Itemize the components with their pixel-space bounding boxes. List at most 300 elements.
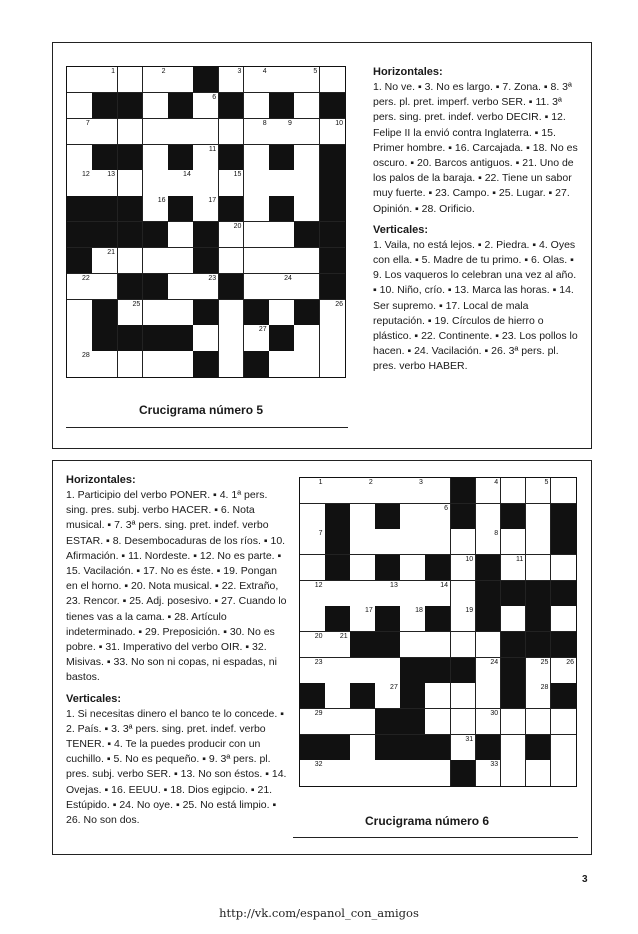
grid-cell[interactable] bbox=[244, 274, 270, 300]
grid-cell[interactable] bbox=[193, 325, 219, 351]
black-square bbox=[92, 196, 118, 222]
clue-number: 29 bbox=[314, 710, 323, 717]
clue-number: 3 bbox=[419, 479, 423, 486]
black-square bbox=[425, 735, 451, 761]
grid-cell[interactable] bbox=[400, 555, 426, 581]
grid-cell[interactable] bbox=[244, 196, 270, 222]
grid-cell[interactable] bbox=[193, 170, 219, 196]
grid-cell[interactable] bbox=[526, 658, 552, 684]
clue-number: 11 bbox=[208, 145, 217, 153]
grid-cell[interactable] bbox=[451, 555, 477, 581]
grid-cell[interactable] bbox=[526, 683, 552, 709]
clue-number: 23 bbox=[314, 658, 323, 666]
clue-number: 18 bbox=[415, 607, 423, 615]
grid-cell[interactable] bbox=[501, 606, 527, 632]
black-square bbox=[325, 504, 351, 530]
grid-cell[interactable] bbox=[168, 300, 194, 326]
black-square bbox=[294, 222, 320, 248]
verticales-heading: Verticales: bbox=[66, 692, 122, 705]
clue-number: 7 bbox=[318, 530, 323, 538]
crossword-6-clues bbox=[66, 473, 288, 834]
grid-cell[interactable] bbox=[244, 170, 270, 196]
grid-cell[interactable] bbox=[244, 119, 270, 145]
grid-cell[interactable] bbox=[269, 170, 295, 196]
grid-cell[interactable] bbox=[168, 170, 194, 196]
grid-cell[interactable] bbox=[400, 504, 426, 530]
grid-cell[interactable] bbox=[476, 683, 502, 709]
clue-number: 33 bbox=[490, 761, 499, 769]
grid-cell[interactable] bbox=[551, 606, 576, 632]
grid-cell[interactable] bbox=[219, 325, 245, 351]
black-square bbox=[193, 222, 219, 248]
grid-cell[interactable] bbox=[294, 67, 320, 93]
grid-cell[interactable] bbox=[451, 709, 477, 735]
black-square bbox=[425, 658, 451, 684]
grid-cell[interactable] bbox=[320, 351, 345, 377]
black-square bbox=[476, 606, 502, 632]
grid-cell[interactable] bbox=[350, 555, 376, 581]
grid-cell[interactable] bbox=[269, 119, 295, 145]
grid-cell[interactable] bbox=[300, 606, 326, 632]
crossword-5-panel bbox=[52, 42, 592, 449]
grid-cell[interactable] bbox=[375, 478, 401, 504]
grid-cell[interactable] bbox=[526, 709, 552, 735]
grid-cell[interactable] bbox=[168, 274, 194, 300]
grid-cell[interactable] bbox=[67, 119, 93, 145]
black-square bbox=[501, 504, 527, 530]
black-square bbox=[294, 300, 320, 326]
grid-cell[interactable] bbox=[168, 351, 194, 377]
grid-cell[interactable] bbox=[375, 760, 401, 786]
black-square bbox=[451, 504, 477, 530]
grid-cell[interactable] bbox=[451, 735, 477, 761]
grid-cell[interactable] bbox=[118, 170, 144, 196]
black-square bbox=[320, 170, 345, 196]
grid-cell[interactable] bbox=[300, 658, 326, 684]
grid-cell[interactable] bbox=[501, 529, 527, 555]
black-square bbox=[551, 581, 576, 607]
black-square bbox=[269, 93, 295, 119]
grid-cell[interactable] bbox=[375, 658, 401, 684]
clue-number: 12 bbox=[314, 581, 323, 589]
grid-cell[interactable] bbox=[143, 351, 169, 377]
black-square bbox=[92, 300, 118, 326]
verticales-clues: 1. Si necesitas dinero el banco te lo concede. ▪ 2. País. ▪ 3. 3ª pers. sing. pret. indef. verbo TENER. ▪ 4. Te la puedes producir con un cuchillo. ▪ 5. No es pequeño. ▪ 9. 3ª pers. pl. pres. subj. verbo SER. ▪ 13. No son éstos. ▪ 14. Ovejas. ▪ 16. EEUU. ▪ 18. Dios egipcio. ▪ 21. Estúpido. ▪ 24. No oye. ▪ 25. No está limpio. ▪ 26. No son dos. bbox=[66, 707, 287, 827]
grid-cell[interactable] bbox=[375, 581, 401, 607]
grid-cell[interactable] bbox=[143, 196, 169, 222]
grid-cell[interactable] bbox=[294, 325, 320, 351]
grid-cell[interactable] bbox=[300, 529, 326, 555]
grid-cell[interactable] bbox=[269, 351, 295, 377]
black-square bbox=[219, 93, 245, 119]
clue-number: 3 bbox=[237, 68, 242, 75]
grid-cell[interactable] bbox=[67, 325, 93, 351]
black-square bbox=[168, 196, 194, 222]
grid-cell[interactable] bbox=[143, 170, 169, 196]
grid-cell[interactable] bbox=[526, 478, 552, 504]
clue-number: 25 bbox=[540, 658, 549, 666]
grid-cell[interactable] bbox=[400, 760, 426, 786]
crossword-5-title: Crucigrama número 5 bbox=[139, 403, 264, 417]
black-square bbox=[300, 735, 326, 761]
clue-number: 27 bbox=[258, 326, 267, 334]
clue-number: 26 bbox=[566, 658, 574, 666]
black-square bbox=[193, 67, 219, 93]
clue-number: 13 bbox=[107, 171, 116, 179]
clue-number: 25 bbox=[132, 300, 141, 308]
grid-cell[interactable] bbox=[300, 478, 326, 504]
clue-number: 17 bbox=[208, 197, 217, 205]
verticales-heading: Verticales: bbox=[373, 223, 429, 236]
grid-cell[interactable] bbox=[425, 709, 451, 735]
black-square bbox=[476, 555, 502, 581]
clue-number: 15 bbox=[233, 171, 242, 179]
grid-cell[interactable] bbox=[244, 145, 270, 171]
grid-cell[interactable] bbox=[219, 119, 245, 145]
clue-number: 14 bbox=[440, 581, 449, 589]
clue-number: 5 bbox=[544, 479, 549, 486]
grid-cell[interactable] bbox=[350, 709, 376, 735]
black-square bbox=[350, 632, 376, 658]
grid-cell[interactable] bbox=[526, 760, 552, 786]
crossword-5-grid bbox=[66, 66, 346, 378]
black-square bbox=[118, 196, 144, 222]
black-square bbox=[501, 658, 527, 684]
black-square bbox=[551, 529, 576, 555]
clue-number: 20 bbox=[314, 633, 323, 640]
black-square bbox=[219, 196, 245, 222]
grid-cell[interactable] bbox=[400, 632, 426, 658]
grid-cell[interactable] bbox=[92, 119, 118, 145]
clue-number: 8 bbox=[494, 530, 499, 538]
clue-number: 28 bbox=[540, 684, 549, 692]
grid-cell[interactable] bbox=[300, 632, 326, 658]
grid-cell[interactable] bbox=[501, 709, 527, 735]
grid-cell[interactable] bbox=[425, 504, 451, 530]
grid-cell[interactable] bbox=[269, 274, 295, 300]
grid-cell[interactable] bbox=[425, 760, 451, 786]
grid-cell[interactable] bbox=[294, 248, 320, 274]
clue-number: 6 bbox=[212, 93, 217, 101]
grid-cell[interactable] bbox=[219, 300, 245, 326]
black-square bbox=[219, 274, 245, 300]
grid-cell[interactable] bbox=[143, 93, 169, 119]
grid-cell[interactable] bbox=[118, 67, 144, 93]
black-square bbox=[168, 93, 194, 119]
black-square bbox=[143, 222, 169, 248]
grid-cell[interactable] bbox=[193, 196, 219, 222]
grid-cell[interactable] bbox=[526, 555, 552, 581]
black-square bbox=[92, 93, 118, 119]
grid-cell[interactable] bbox=[294, 145, 320, 171]
grid-cell[interactable] bbox=[300, 555, 326, 581]
grid-cell[interactable] bbox=[375, 683, 401, 709]
black-square bbox=[168, 145, 194, 171]
grid-cell[interactable] bbox=[92, 351, 118, 377]
grid-cell[interactable] bbox=[244, 325, 270, 351]
grid-cell[interactable] bbox=[168, 222, 194, 248]
black-square bbox=[451, 658, 477, 684]
grid-cell[interactable] bbox=[325, 709, 351, 735]
grid-cell[interactable] bbox=[294, 170, 320, 196]
grid-cell[interactable] bbox=[350, 735, 376, 761]
clue-number: 11 bbox=[516, 556, 524, 563]
black-square bbox=[325, 529, 351, 555]
grid-cell[interactable] bbox=[320, 325, 345, 351]
page-number: 3 bbox=[582, 874, 588, 885]
black-square bbox=[244, 351, 270, 377]
clue-number: 12 bbox=[81, 171, 90, 179]
grid-cell[interactable] bbox=[67, 274, 93, 300]
footer-url: http://vk.com/espanol_con_amigos bbox=[219, 906, 419, 920]
grid-cell[interactable] bbox=[425, 683, 451, 709]
grid-cell[interactable] bbox=[325, 478, 351, 504]
grid-cell[interactable] bbox=[300, 709, 326, 735]
black-square bbox=[501, 581, 527, 607]
grid-cell[interactable] bbox=[400, 606, 426, 632]
grid-cell[interactable] bbox=[193, 274, 219, 300]
grid-cell[interactable] bbox=[350, 606, 376, 632]
grid-cell[interactable] bbox=[400, 529, 426, 555]
grid-cell[interactable] bbox=[425, 632, 451, 658]
grid-cell[interactable] bbox=[294, 196, 320, 222]
grid-cell[interactable] bbox=[526, 529, 552, 555]
grid-cell[interactable] bbox=[325, 632, 351, 658]
grid-cell[interactable] bbox=[67, 67, 93, 93]
grid-cell[interactable] bbox=[244, 93, 270, 119]
clue-number: 31 bbox=[465, 735, 474, 743]
grid-cell[interactable] bbox=[325, 760, 351, 786]
black-square bbox=[400, 735, 426, 761]
black-square bbox=[193, 351, 219, 377]
black-square bbox=[400, 658, 426, 684]
black-square bbox=[118, 93, 144, 119]
grid-cell[interactable] bbox=[294, 351, 320, 377]
black-square bbox=[425, 555, 451, 581]
clue-number: 14 bbox=[183, 171, 191, 179]
grid-cell[interactable] bbox=[143, 145, 169, 171]
clue-number: 10 bbox=[465, 556, 474, 563]
grid-cell[interactable] bbox=[350, 529, 376, 555]
grid-cell[interactable] bbox=[476, 529, 502, 555]
grid-cell[interactable] bbox=[118, 300, 144, 326]
black-square bbox=[375, 735, 401, 761]
grid-cell[interactable] bbox=[350, 478, 376, 504]
grid-cell[interactable] bbox=[476, 760, 502, 786]
grid-cell[interactable] bbox=[325, 658, 351, 684]
black-square bbox=[193, 248, 219, 274]
grid-cell[interactable] bbox=[325, 581, 351, 607]
grid-cell[interactable] bbox=[269, 222, 295, 248]
black-square bbox=[67, 248, 93, 274]
clue-number: 27 bbox=[390, 684, 398, 692]
grid-cell[interactable] bbox=[300, 581, 326, 607]
grid-cell[interactable] bbox=[451, 683, 477, 709]
black-square bbox=[451, 478, 477, 504]
black-square bbox=[375, 632, 401, 658]
grid-cell[interactable] bbox=[350, 581, 376, 607]
grid-cell[interactable] bbox=[67, 300, 93, 326]
grid-cell[interactable] bbox=[67, 170, 93, 196]
grid-cell[interactable] bbox=[350, 760, 376, 786]
grid-cell[interactable] bbox=[118, 119, 144, 145]
black-square bbox=[168, 325, 194, 351]
grid-cell[interactable] bbox=[551, 555, 576, 581]
black-square bbox=[269, 145, 295, 171]
grid-cell[interactable] bbox=[67, 351, 93, 377]
grid-cell[interactable] bbox=[425, 478, 451, 504]
grid-cell[interactable] bbox=[451, 529, 477, 555]
black-square bbox=[118, 325, 144, 351]
grid-cell[interactable] bbox=[143, 119, 169, 145]
black-square bbox=[375, 504, 401, 530]
black-square bbox=[526, 735, 552, 761]
grid-cell[interactable] bbox=[168, 67, 194, 93]
grid-cell[interactable] bbox=[551, 735, 576, 761]
black-square bbox=[92, 145, 118, 171]
grid-cell[interactable] bbox=[551, 478, 576, 504]
grid-cell[interactable] bbox=[92, 248, 118, 274]
grid-cell[interactable] bbox=[219, 67, 245, 93]
grid-cell[interactable] bbox=[300, 760, 326, 786]
grid-cell[interactable] bbox=[375, 529, 401, 555]
clue-number: 23 bbox=[208, 274, 217, 282]
clue-number: 17 bbox=[364, 607, 373, 615]
black-square bbox=[526, 606, 552, 632]
grid-cell[interactable] bbox=[244, 248, 270, 274]
grid-cell[interactable] bbox=[143, 248, 169, 274]
black-square bbox=[118, 222, 144, 248]
black-square bbox=[67, 222, 93, 248]
grid-cell[interactable] bbox=[551, 760, 576, 786]
black-square bbox=[425, 606, 451, 632]
grid-cell[interactable] bbox=[219, 351, 245, 377]
black-square bbox=[501, 683, 527, 709]
grid-cell[interactable] bbox=[526, 504, 552, 530]
grid-cell[interactable] bbox=[501, 735, 527, 761]
grid-cell[interactable] bbox=[193, 119, 219, 145]
clue-number: 24 bbox=[490, 658, 499, 666]
grid-cell[interactable] bbox=[451, 581, 477, 607]
grid-cell[interactable] bbox=[501, 478, 527, 504]
grid-cell[interactable] bbox=[551, 709, 576, 735]
clue-number: 26 bbox=[335, 300, 343, 308]
grid-cell[interactable] bbox=[168, 119, 194, 145]
grid-cell[interactable] bbox=[168, 248, 194, 274]
black-square bbox=[476, 581, 502, 607]
grid-cell[interactable] bbox=[92, 274, 118, 300]
clue-number: 19 bbox=[465, 607, 474, 615]
grid-cell[interactable] bbox=[269, 67, 295, 93]
black-square bbox=[320, 222, 345, 248]
grid-cell[interactable] bbox=[320, 119, 345, 145]
grid-cell[interactable] bbox=[269, 248, 295, 274]
grid-cell[interactable] bbox=[350, 504, 376, 530]
black-square bbox=[244, 300, 270, 326]
crossword-6-rule bbox=[293, 837, 578, 838]
clue-number: 28 bbox=[81, 352, 90, 360]
black-square bbox=[400, 683, 426, 709]
grid-cell[interactable] bbox=[143, 67, 169, 93]
grid-cell[interactable] bbox=[244, 67, 270, 93]
grid-cell[interactable] bbox=[67, 93, 93, 119]
grid-cell[interactable] bbox=[451, 632, 477, 658]
clue-number: 10 bbox=[335, 119, 343, 127]
grid-cell[interactable] bbox=[350, 658, 376, 684]
black-square bbox=[526, 632, 552, 658]
black-square bbox=[350, 683, 376, 709]
grid-cell[interactable] bbox=[320, 67, 345, 93]
grid-cell[interactable] bbox=[501, 555, 527, 581]
grid-cell[interactable] bbox=[193, 145, 219, 171]
grid-cell[interactable] bbox=[269, 300, 295, 326]
black-square bbox=[325, 555, 351, 581]
grid-cell[interactable] bbox=[501, 760, 527, 786]
black-square bbox=[300, 683, 326, 709]
grid-cell[interactable] bbox=[67, 145, 93, 171]
black-square bbox=[320, 145, 345, 171]
grid-cell[interactable] bbox=[294, 274, 320, 300]
grid-cell[interactable] bbox=[92, 170, 118, 196]
black-square bbox=[325, 735, 351, 761]
grid-cell[interactable] bbox=[219, 170, 245, 196]
clue-number: 6 bbox=[444, 504, 449, 512]
grid-cell[interactable] bbox=[325, 683, 351, 709]
black-square bbox=[143, 274, 169, 300]
black-square bbox=[118, 145, 144, 171]
grid-cell[interactable] bbox=[118, 248, 144, 274]
grid-cell[interactable] bbox=[219, 222, 245, 248]
clue-number: 20 bbox=[233, 223, 242, 230]
black-square bbox=[526, 581, 552, 607]
clue-number: 5 bbox=[313, 68, 318, 75]
grid-cell[interactable] bbox=[118, 351, 144, 377]
grid-cell[interactable] bbox=[92, 67, 118, 93]
black-square bbox=[92, 222, 118, 248]
grid-cell[interactable] bbox=[294, 119, 320, 145]
clue-number: 13 bbox=[390, 581, 398, 589]
clue-number: 2 bbox=[161, 68, 166, 75]
black-square bbox=[375, 606, 401, 632]
grid-cell[interactable] bbox=[451, 606, 477, 632]
grid-cell[interactable] bbox=[476, 632, 502, 658]
clue-number: 4 bbox=[494, 479, 499, 486]
grid-cell[interactable] bbox=[551, 658, 576, 684]
grid-cell[interactable] bbox=[476, 504, 502, 530]
grid-cell[interactable] bbox=[476, 478, 502, 504]
grid-cell[interactable] bbox=[244, 222, 270, 248]
grid-cell[interactable] bbox=[400, 478, 426, 504]
black-square bbox=[143, 325, 169, 351]
grid-cell[interactable] bbox=[143, 300, 169, 326]
grid-cell[interactable] bbox=[294, 93, 320, 119]
black-square bbox=[92, 325, 118, 351]
grid-cell[interactable] bbox=[400, 581, 426, 607]
grid-cell[interactable] bbox=[425, 581, 451, 607]
crossword-5-clues bbox=[373, 65, 578, 381]
black-square bbox=[219, 145, 245, 171]
grid-cell[interactable] bbox=[300, 504, 326, 530]
black-square bbox=[118, 274, 144, 300]
clue-number: 4 bbox=[262, 68, 267, 75]
grid-cell[interactable] bbox=[476, 709, 502, 735]
clue-number: 7 bbox=[85, 119, 90, 127]
grid-cell[interactable] bbox=[219, 248, 245, 274]
grid-cell[interactable] bbox=[476, 658, 502, 684]
grid-cell[interactable] bbox=[320, 300, 345, 326]
grid-cell[interactable] bbox=[193, 93, 219, 119]
grid-cell[interactable] bbox=[425, 529, 451, 555]
